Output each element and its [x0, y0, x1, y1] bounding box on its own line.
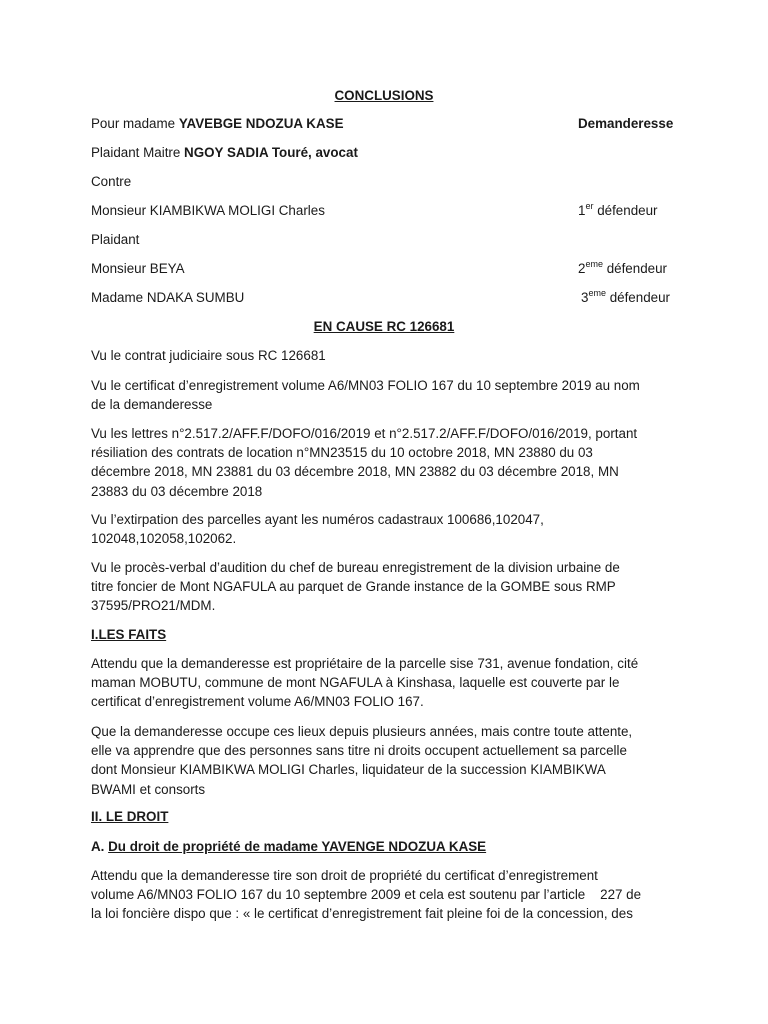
vu-paragraph-2: Vu le certificat d’enregistrement volume A6/MN03 FOLIO 167 du 10 septembre 2019 au nom de la demanderesse	[91, 378, 640, 413]
defendant-2-role: 2eme défendeur	[578, 258, 667, 276]
droit-subheading: A. Du droit de propriété de madame YAVENGE NDOZUA KASE	[91, 839, 487, 854]
defendant-3-role: 3eme défendeur	[581, 287, 670, 305]
faits-paragraph-1: Attendu que la demanderesse est propriétaire de la parcelle sise 731, avenue fondation, cité maman MOBUTU, commune de mont NGAFULA à Kinshasa, laquelle est couverte par le certificat d’enregistrement volume A6/MN03 FOLIO 167.	[91, 656, 639, 710]
vu-paragraph-3: Vu les lettres n°2.517.2/AFF.F/DOFO/016/2019 et n°2.517.2/AFF.F/DOFO/016/2019, portant résiliation des contrats de location n°MN23515 du 10 octobre 2018, MN 23880 du 03 décembre 2018, MN 23881 du 03 décembre 2018, MN 23882 du 03 décembre 2018, MN 23883 du 03 décembre 2018	[91, 426, 638, 499]
defendant-1-name: Monsieur KIAMBIKWA MOLIGI Charles	[91, 203, 325, 218]
defendant-2-name: Monsieur BEYA	[91, 261, 185, 276]
counsel-line	[91, 144, 358, 162]
document-title: CONCLUSIONS	[334, 88, 434, 103]
en-cause-heading: EN CAUSE RC 126681	[313, 319, 455, 334]
vu-paragraph-1: Vu le contrat judiciaire sous RC 126681	[91, 348, 326, 363]
plaintiff-line	[91, 115, 344, 133]
droit-paragraph-1: Attendu que la demanderesse tire son droit de propriété du certificat d’enregistrement volume A6/MN03 FOLIO 167 du 10 septembre 2009 et cela est soutenu par l’article 227 de la loi foncière dispo que : « le certificat d’enregistrement fait pleine foi de la concession, des	[91, 868, 642, 922]
vu-paragraph-4: Vu l’extirpation des parcelles ayant les numéros cadastraux 100686,102047, 102048,102058,102062.	[91, 512, 544, 547]
vu-paragraph-5: Vu le procès-verbal d’audition du chef de bureau enregistrement de la division urbaine de titre foncier de Mont NGAFULA au parquet de Grande instance de la GOMBE sous RMP 37595/PRO21/MDM.	[91, 560, 620, 614]
contre-label: Contre	[91, 174, 132, 189]
defendant-1-role: 1er défendeur	[578, 200, 658, 218]
plaintiff-prefix: Pour madame	[91, 116, 179, 131]
faits-paragraph-2: Que la demanderesse occupe ces lieux depuis plusieurs années, mais contre toute attente, elle va apprendre que des personnes sans titre ni droits occupent actuellement sa parcelle dont Monsieur KIAMBIKWA MOLIGI Charles, liquidateur de la succession KIAMBIKWA BWAMI et consorts	[91, 724, 633, 797]
defendant-3-name: Madame NDAKA SUMBU	[91, 290, 245, 305]
counsel-name: NGOY SADIA Touré, avocat	[184, 145, 358, 160]
counsel-prefix: Plaidant Maitre	[91, 145, 185, 160]
faits-heading: I.LES FAITS	[91, 627, 167, 642]
plaidant-label: Plaidant	[91, 232, 140, 247]
plaintiff-name: YAVEBGE NDOZUA KASE	[178, 116, 344, 131]
droit-heading: II. LE DROIT	[91, 809, 169, 824]
plaintiff-role: Demanderesse	[578, 116, 674, 131]
